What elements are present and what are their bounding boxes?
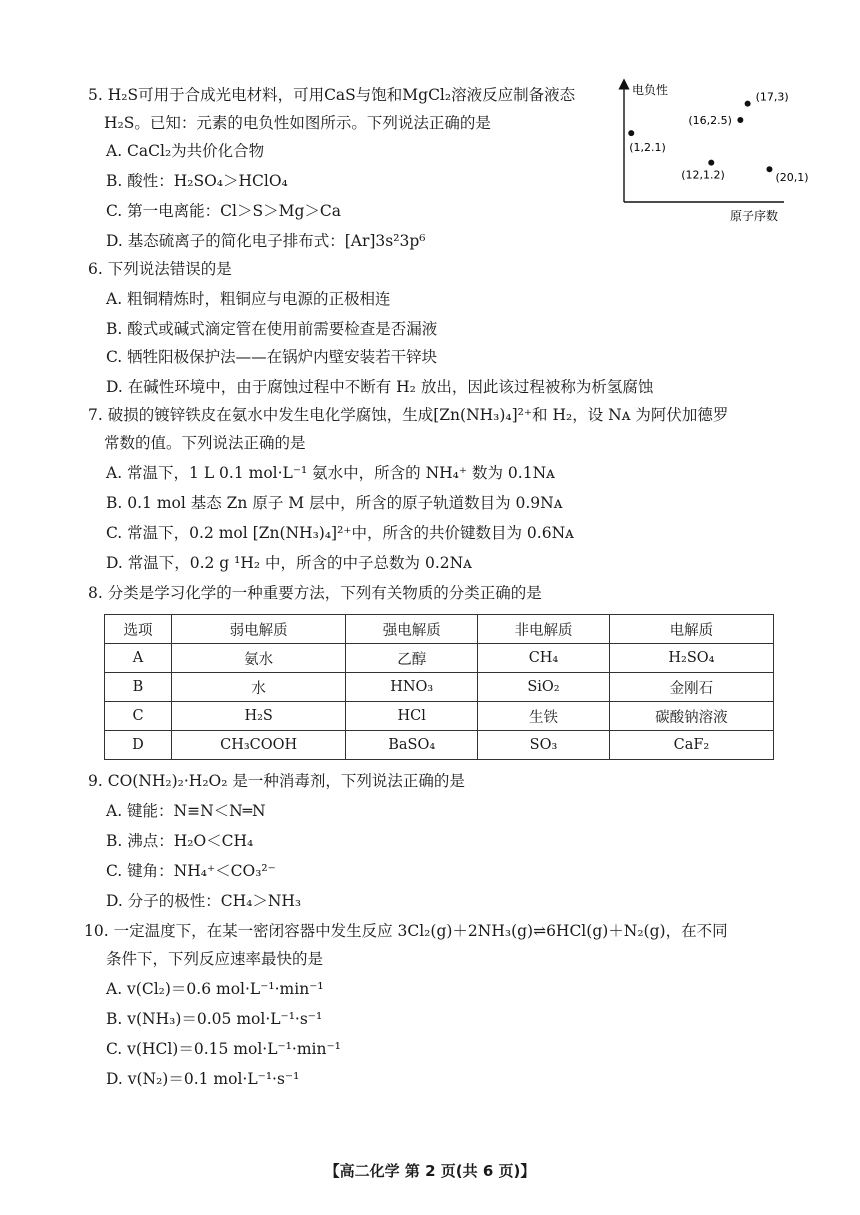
table-header-cell: 弱电解质 xyxy=(171,615,345,644)
table-cell: HCl xyxy=(346,702,478,731)
q7-stem-line2: 常数的值。下列说法正确的是 xyxy=(104,434,306,452)
table-cell: A xyxy=(105,644,172,673)
q5-option-d: D. 基态硫离子的简化电子排布式：[Ar]3s²3p⁶ xyxy=(106,232,426,250)
table-cell: CaF₂ xyxy=(609,731,773,760)
q6-option-d: D. 在碱性环境中，由于腐蚀过程中不断有 H₂ 放出，因此该过程被称为析氢腐蚀 xyxy=(106,378,654,396)
q10-stem-line2: 条件下，下列反应速率最快的是 xyxy=(106,950,324,968)
point-label: (20,1) xyxy=(775,171,809,185)
point-label: (1,2.1) xyxy=(629,141,666,155)
y-axis-label: 电负性 xyxy=(632,83,669,97)
table-cell: 氨水 xyxy=(171,644,345,673)
x-axis-label: 原子序数 xyxy=(730,209,779,223)
q9-option-d: D. 分子的极性：CH₄＞NH₃ xyxy=(106,892,302,910)
table-header-cell: 选项 xyxy=(105,615,172,644)
point-label: (17,3) xyxy=(755,90,789,104)
table-cell: B xyxy=(105,673,172,702)
q7-stem-line1: 7. 破损的镀锌铁皮在氨水中发生电化学腐蚀，生成[Zn(NH₃)₄]²⁺和 H₂，设 Nᴀ 为阿伏加德罗 xyxy=(88,406,729,424)
q5-option-b: B. 酸性：H₂SO₄＞HClO₄ xyxy=(106,172,288,190)
scatter-point xyxy=(628,130,634,136)
table-header-cell: 强电解质 xyxy=(346,615,478,644)
table-cell: CH₄ xyxy=(478,644,610,673)
q10-option-c: C. v(HCl)＝0.15 mol·L⁻¹·min⁻¹ xyxy=(106,1040,341,1058)
q10-stem-line1: 10. 一定温度下，在某一密闭容器中发生反应 3Cl₂(g)＋2NH₃(g)⇌6HCl(g)＋N₂(g)，在不同 xyxy=(84,922,728,940)
q9-option-c: C. 键角：NH₄⁺＜CO₃²⁻ xyxy=(106,862,276,880)
table-cell: SO₃ xyxy=(478,731,610,760)
table-cell: 生铁 xyxy=(478,702,610,731)
table-cell: 水 xyxy=(171,673,345,702)
q5-stem-line1: 5. H₂S可用于合成光电材料，可用CaS与饱和MgCl₂溶液反应制备液态 xyxy=(88,86,576,104)
table-cell: D xyxy=(105,731,172,760)
q10-option-a: A. v(Cl₂)＝0.6 mol·L⁻¹·min⁻¹ xyxy=(106,980,324,998)
table-cell: 碳酸钠溶液 xyxy=(609,702,773,731)
q7-option-d: D. 常温下，0.2 g ¹H₂ 中，所含的中子总数为 0.2Nᴀ xyxy=(106,554,472,572)
page-footer: 【高二化学 第 2 页(共 6 页)】 xyxy=(324,1162,536,1180)
q7-option-a: A. 常温下，1 L 0.1 mol·L⁻¹ 氨水中，所含的 NH₄⁺ 数为 0.1Nᴀ xyxy=(106,464,555,482)
table-cell: SiO₂ xyxy=(478,673,610,702)
table-cell: C xyxy=(105,702,172,731)
q8-stem: 8. 分类是学习化学的一种重要方法，下列有关物质的分类正确的是 xyxy=(88,584,542,602)
q6-option-b: B. 酸式或碱式滴定管在使用前需要检查是否漏液 xyxy=(106,320,438,338)
table-row xyxy=(105,731,774,760)
table-cell: 乙醇 xyxy=(346,644,478,673)
q5-option-c: C. 第一电离能：Cl＞S＞Mg＞Ca xyxy=(106,202,341,220)
table-header-cell: 电解质 xyxy=(609,615,773,644)
classification-table xyxy=(104,614,774,760)
q5-stem-line2: H₂S。已知：元素的电负性如图所示。下列说法正确的是 xyxy=(104,114,491,132)
q6-option-a: A. 粗铜精炼时，粗铜应与电源的正极相连 xyxy=(106,290,391,308)
q6-option-c: C. 牺牲阳极保护法——在锅炉内壁安装若干锌块 xyxy=(106,348,438,366)
table-cell: CH₃COOH xyxy=(171,731,345,760)
electronegativity-chart xyxy=(612,78,809,228)
table-cell: 金刚石 xyxy=(609,673,773,702)
table-cell: HNO₃ xyxy=(346,673,478,702)
table-header-cell: 非电解质 xyxy=(478,615,610,644)
q9-option-a: A. 键能：N≡N＜N═N xyxy=(106,802,266,820)
q7-option-c: C. 常温下，0.2 mol [Zn(NH₃)₄]²⁺中，所含的共价键数目为 0.6Nᴀ xyxy=(106,524,574,542)
scatter-point xyxy=(766,166,772,172)
table-cell: H₂SO₄ xyxy=(609,644,773,673)
scatter-point xyxy=(745,101,751,107)
table-row xyxy=(105,644,774,673)
q9-option-b: B. 沸点：H₂O＜CH₄ xyxy=(106,832,254,850)
scatter-point xyxy=(708,160,714,166)
q9-stem: 9. CO(NH₂)₂·H₂O₂ 是一种消毒剂，下列说法正确的是 xyxy=(88,772,465,790)
table-row xyxy=(105,673,774,702)
table-row xyxy=(105,702,774,731)
q10-option-d: D. v(N₂)＝0.1 mol·L⁻¹·s⁻¹ xyxy=(106,1070,300,1088)
q6-stem: 6. 下列说法错误的是 xyxy=(88,260,232,278)
point-label: (12,1.2) xyxy=(681,168,725,182)
table-cell: BaSO₄ xyxy=(346,731,478,760)
q10-option-b: B. v(NH₃)＝0.05 mol·L⁻¹·s⁻¹ xyxy=(106,1010,323,1028)
table-header-row xyxy=(105,615,774,644)
scatter-point xyxy=(737,117,743,123)
q5-option-a: A. CaCl₂为共价化合物 xyxy=(106,142,265,160)
point-label: (16,2.5) xyxy=(688,114,732,128)
table-cell: H₂S xyxy=(171,702,345,731)
q7-option-b: B. 0.1 mol 基态 Zn 原子 M 层中，所含的原子轨道数目为 0.9Nᴀ xyxy=(106,494,563,512)
